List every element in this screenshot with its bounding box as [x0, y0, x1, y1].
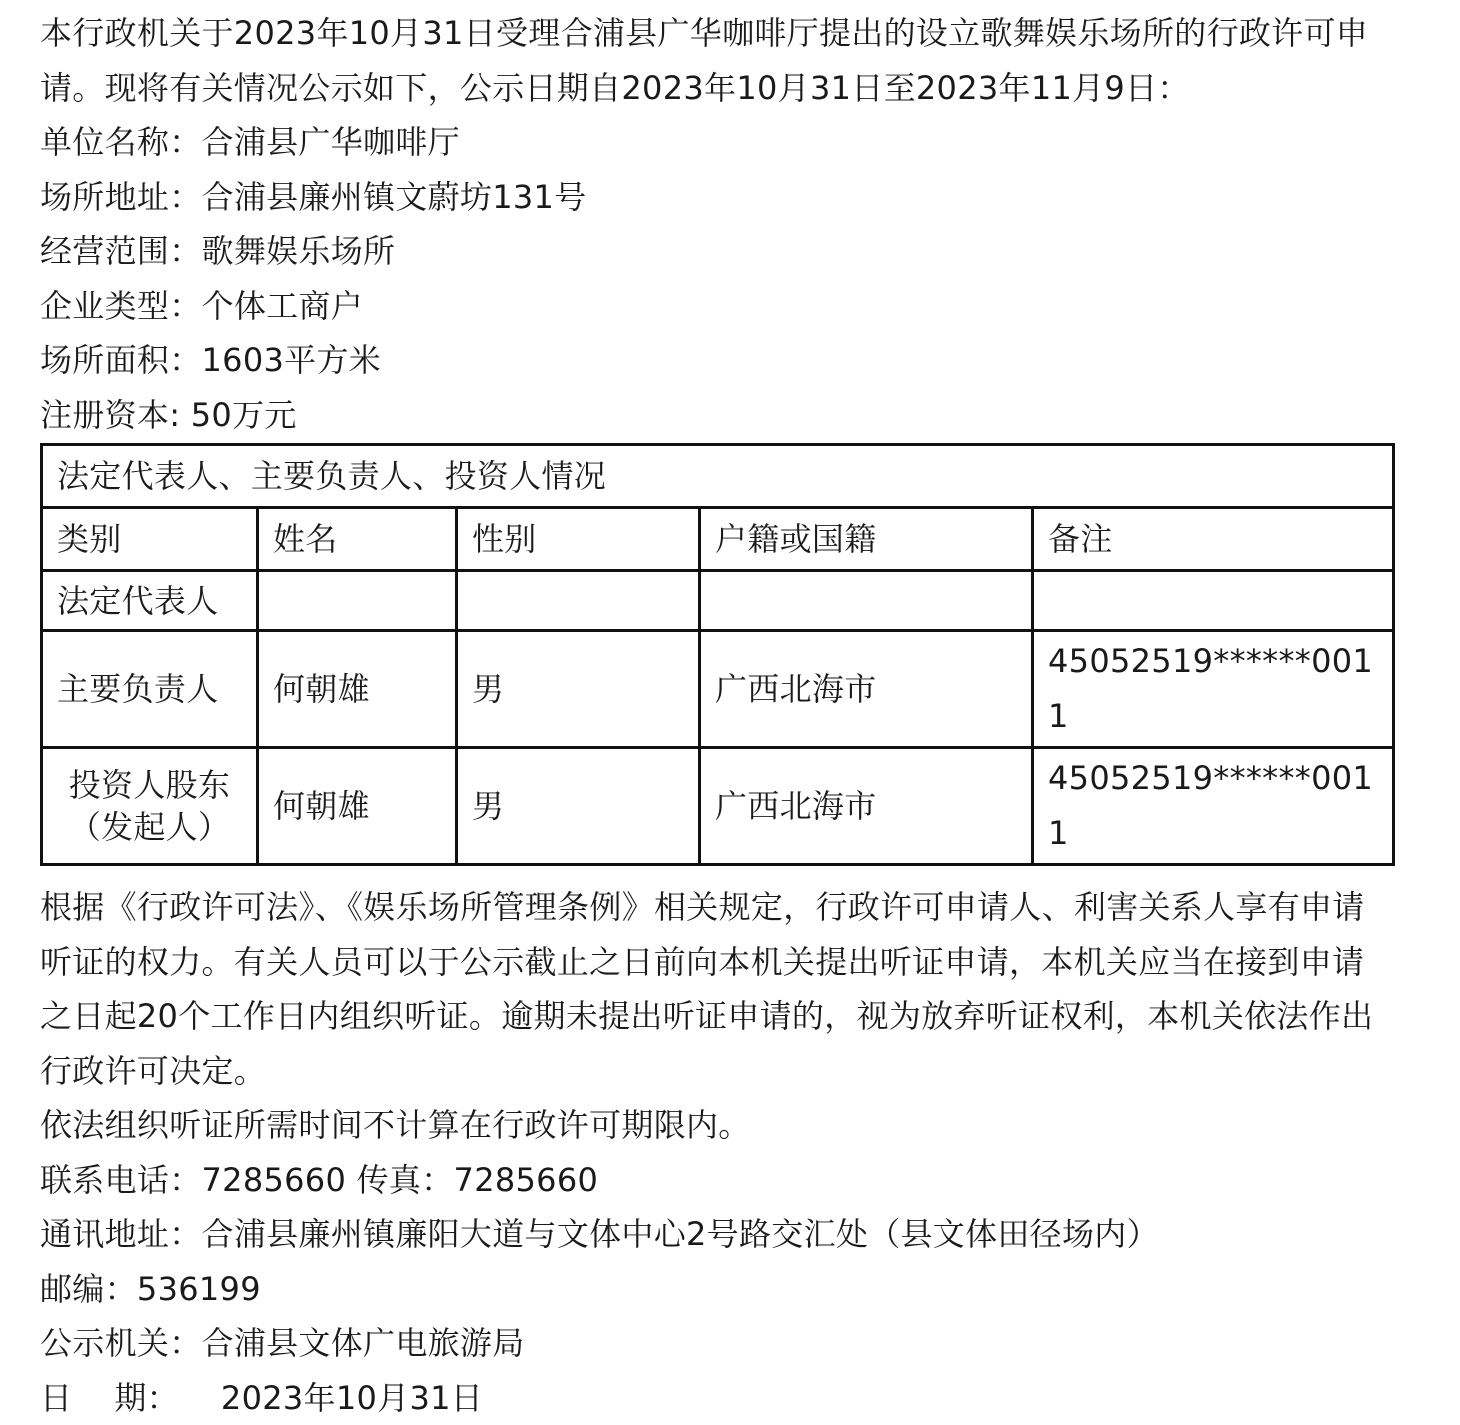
- table-cell: 法定代表人: [42, 571, 258, 631]
- phone-label: 联系电话：: [40, 1161, 202, 1199]
- field-value: 歌舞娱乐场所: [202, 232, 396, 270]
- postcode-line: [40, 1262, 1395, 1317]
- agency-value: 合浦县文体广电旅游局: [202, 1324, 525, 1362]
- field-business-scope: [40, 224, 1395, 279]
- field-label: 单位名称：: [40, 123, 202, 161]
- address-value: 合浦县廉州镇廉阳大道与文体中心2号路交汇处（县文体田径场内）: [202, 1215, 1159, 1253]
- table-title-row: [42, 445, 1394, 508]
- date-value: 2023年10月31日: [221, 1379, 483, 1417]
- agency-label: 公示机关：: [40, 1324, 202, 1362]
- table-cell: [700, 571, 1033, 631]
- table-title: 法定代表人、主要负责人、投资人情况: [42, 445, 1394, 508]
- header-cell: 类别: [42, 508, 258, 571]
- agency-line: [40, 1316, 1395, 1371]
- contact-address-line: [40, 1207, 1395, 1262]
- header-cell: 姓名: [258, 508, 457, 571]
- address-label: 通讯地址：: [40, 1215, 202, 1253]
- postcode-value: 536199: [137, 1270, 261, 1308]
- table-cell: 45052519******0011: [1033, 748, 1394, 865]
- table-header-row: [42, 508, 1394, 571]
- phone-value: 7285660: [202, 1161, 347, 1199]
- table-cell: 男: [457, 748, 700, 865]
- fax-value: 7285660: [454, 1161, 599, 1199]
- field-area: [40, 333, 1395, 388]
- field-label: 经营范围：: [40, 232, 202, 270]
- field-label: 场所面积：: [40, 341, 202, 379]
- field-value: 合浦县廉州镇文蔚坊131号: [202, 178, 587, 216]
- table-cell: [1033, 571, 1394, 631]
- contact-phone-line: [40, 1153, 1395, 1208]
- table-cell: 男: [457, 631, 700, 748]
- table-cell: 何朝雄: [258, 631, 457, 748]
- table-cell: 广西北海市: [700, 631, 1033, 748]
- table-cell: 广西北海市: [700, 748, 1033, 865]
- field-value: 个体工商户: [202, 287, 364, 325]
- field-label: 企业类型：: [40, 287, 202, 325]
- table-cell: 主要负责人: [42, 631, 258, 748]
- field-enterprise-type: [40, 279, 1395, 334]
- field-label: 场所地址：: [40, 178, 202, 216]
- date-label-first: 日: [40, 1379, 72, 1417]
- table-row: [42, 748, 1394, 865]
- field-label: 注册资本:: [40, 396, 191, 434]
- table-row: [42, 631, 1394, 748]
- header-cell: 性别: [457, 508, 700, 571]
- header-cell: 户籍或国籍: [700, 508, 1033, 571]
- postcode-label: 邮编：: [40, 1270, 137, 1308]
- fax-label: 传真：: [357, 1161, 454, 1199]
- table-row: [42, 571, 1394, 631]
- persons-table: [40, 443, 1395, 866]
- intro-paragraph: 本行政机关于2023年10月31日受理合浦县广华咖啡厅提出的设立歌舞娱乐场所的行政许可申请。现将有关情况公示如下，公示日期自2023年10月31日至2023年11月9日：: [40, 6, 1395, 115]
- table-cell: 45052519******0011: [1033, 631, 1394, 748]
- date-label-second: 期：: [114, 1379, 179, 1417]
- field-address: [40, 170, 1395, 225]
- field-value: 合浦县广华咖啡厅: [202, 123, 460, 161]
- table-cell: 投资人股东（发起人）: [42, 748, 258, 865]
- table-cell: [457, 571, 700, 631]
- notice-line: 依法组织听证所需时间不计算在行政许可期限内。: [40, 1098, 1395, 1153]
- field-unit-name: [40, 115, 1395, 170]
- field-value: 50万元: [191, 396, 297, 434]
- announcement-document: [40, 6, 1395, 1425]
- table-cell: 何朝雄: [258, 748, 457, 865]
- header-cell: 备注: [1033, 508, 1394, 571]
- notice-paragraph: 根据《行政许可法》、《娱乐场所管理条例》相关规定，行政许可申请人、利害关系人享有申请听证的权力。有关人员可以于公示截止之日前向本机关提出听证申请，本机关应当在接到申请之日起20个工作日内组织听证。逾期未提出听证申请的，视为放弃听证权利，本机关依法作出行政许可决定。: [40, 880, 1395, 1098]
- field-capital: [40, 388, 1395, 443]
- table-cell: [258, 571, 457, 631]
- field-value: 1603平方米: [202, 341, 382, 379]
